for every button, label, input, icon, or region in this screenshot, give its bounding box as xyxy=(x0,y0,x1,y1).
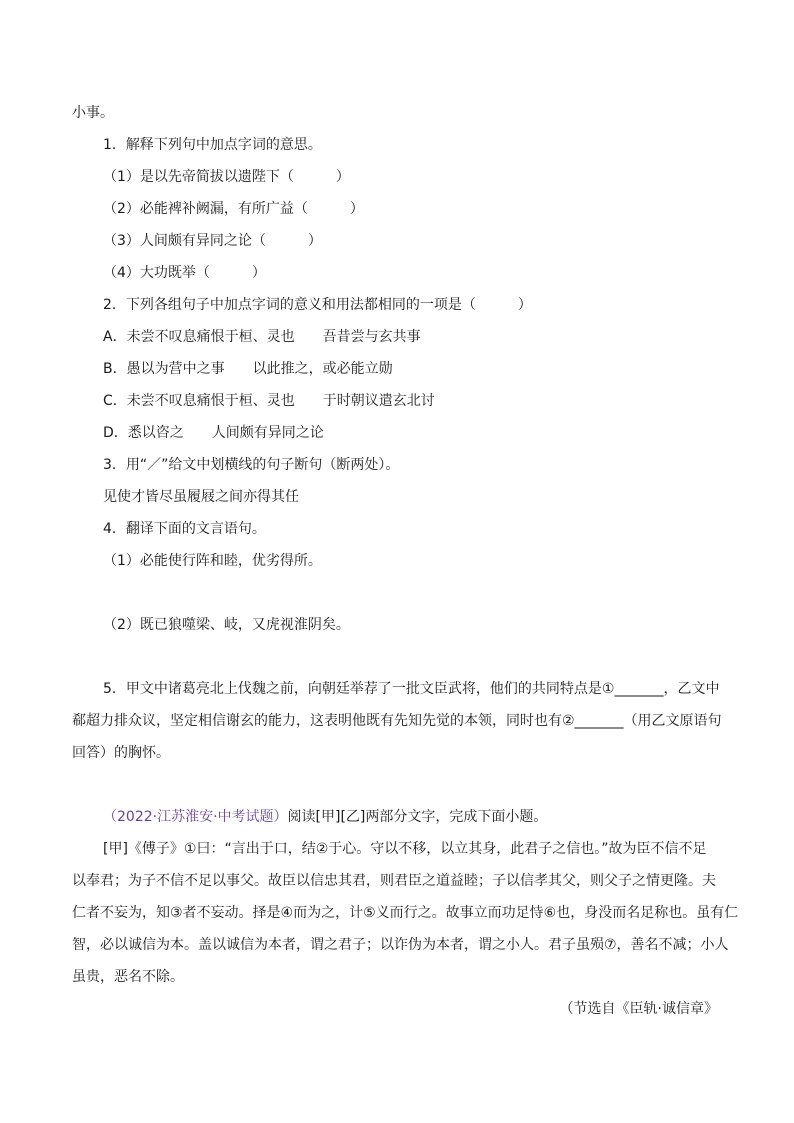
intro-tail: 小事。 xyxy=(72,105,114,121)
question-3-sentence: 见使才皆尽虽履屐之间亦得其任 xyxy=(103,489,299,505)
question-2-option-d: D．悉以咨之 人间颇有异同之论 xyxy=(103,425,324,441)
question-1-item-3: （3）人间颇有异同之论（ ） xyxy=(103,233,322,249)
passage-line-2: 以奉君；为子不信不足以事父。故臣以信忠其君，则君臣之道益睦；子以信孝其父，则父子之情更隆。夫 xyxy=(72,873,716,889)
question-4-stem: 4．翻译下面的文言语句。 xyxy=(103,521,266,537)
passage-line-1: [甲]《傅子》①曰：“言出于口，结②于心。守以不移，以立其身，此君子之信也。”故为臣不信不足 xyxy=(103,841,707,857)
question-2-stem: 2．下列各组句子中加点字词的意义和用法都相同的一项是（ ） xyxy=(103,297,532,313)
question-4-item-1: （1）必能使行阵和睦，优劣得所。 xyxy=(103,553,322,569)
exam-source: （2022·江苏淮安·中考试题） xyxy=(103,809,288,825)
passage-attribution: （节选自《臣轨·诚信章》 xyxy=(559,1001,718,1017)
question-1-item-4: （4）大功既举（ ） xyxy=(103,265,266,281)
question-5-line-3: 回答）的胸怀。 xyxy=(72,745,170,761)
passage-line-4: 智，必以诚信为本。盖以诚信为本者，谓之君子；以诈伪为本者，谓之小人。君子虽殒⑦，善名不减；小人 xyxy=(72,937,729,953)
question-2-option-a: A．未尝不叹息痛恨于桓、灵也 吾昔尝与玄共事 xyxy=(103,329,421,345)
question-2-option-b: B．愚以为营中之事 以此推之，或必能立勋 xyxy=(103,361,393,377)
question-1-item-1: （1）是以先帝简拔以遗陛下（ ） xyxy=(103,169,350,185)
question-3-stem: 3．用“／”给文中划横线的句子断句（断两处）。 xyxy=(103,457,400,473)
question-1-stem: 1．解释下列句中加点字词的意思。 xyxy=(103,137,322,153)
question-4-item-2: （2）既已狼噬梁、岐，又虎视淮阴矣。 xyxy=(103,617,350,633)
passage-line-3: 仁者不妄为，知③者不妄动。择是④而为之，计⑤义而行之。故事立而功足恃⑥也，身没而名足称也。虽有仁 xyxy=(72,905,739,921)
question-5-line-1: 5．甲文中诸葛亮北上伐魏之前，向朝廷举荐了一批文臣武将，他们的共同特点是①_______，乙文中 xyxy=(103,681,720,697)
question-2-option-c: C．未尝不叹息痛恨于桓、灵也 于时朝议遣玄北讨 xyxy=(103,393,435,409)
reading-instruction: 阅读[甲][乙]两部分文字，完成下面小题。 xyxy=(287,809,548,825)
question-5-line-2: 郗超力排众议，坚定相信谢玄的能力，这表明他既有先知先觉的本领，同时也有②_______（用乙文原语句 xyxy=(72,713,722,729)
passage-line-5: 虽贵，恶名不除。 xyxy=(72,969,184,985)
exam-source-line xyxy=(103,807,547,827)
question-1-item-2: （2）必能裨补阙漏，有所广益（ ） xyxy=(103,201,364,217)
